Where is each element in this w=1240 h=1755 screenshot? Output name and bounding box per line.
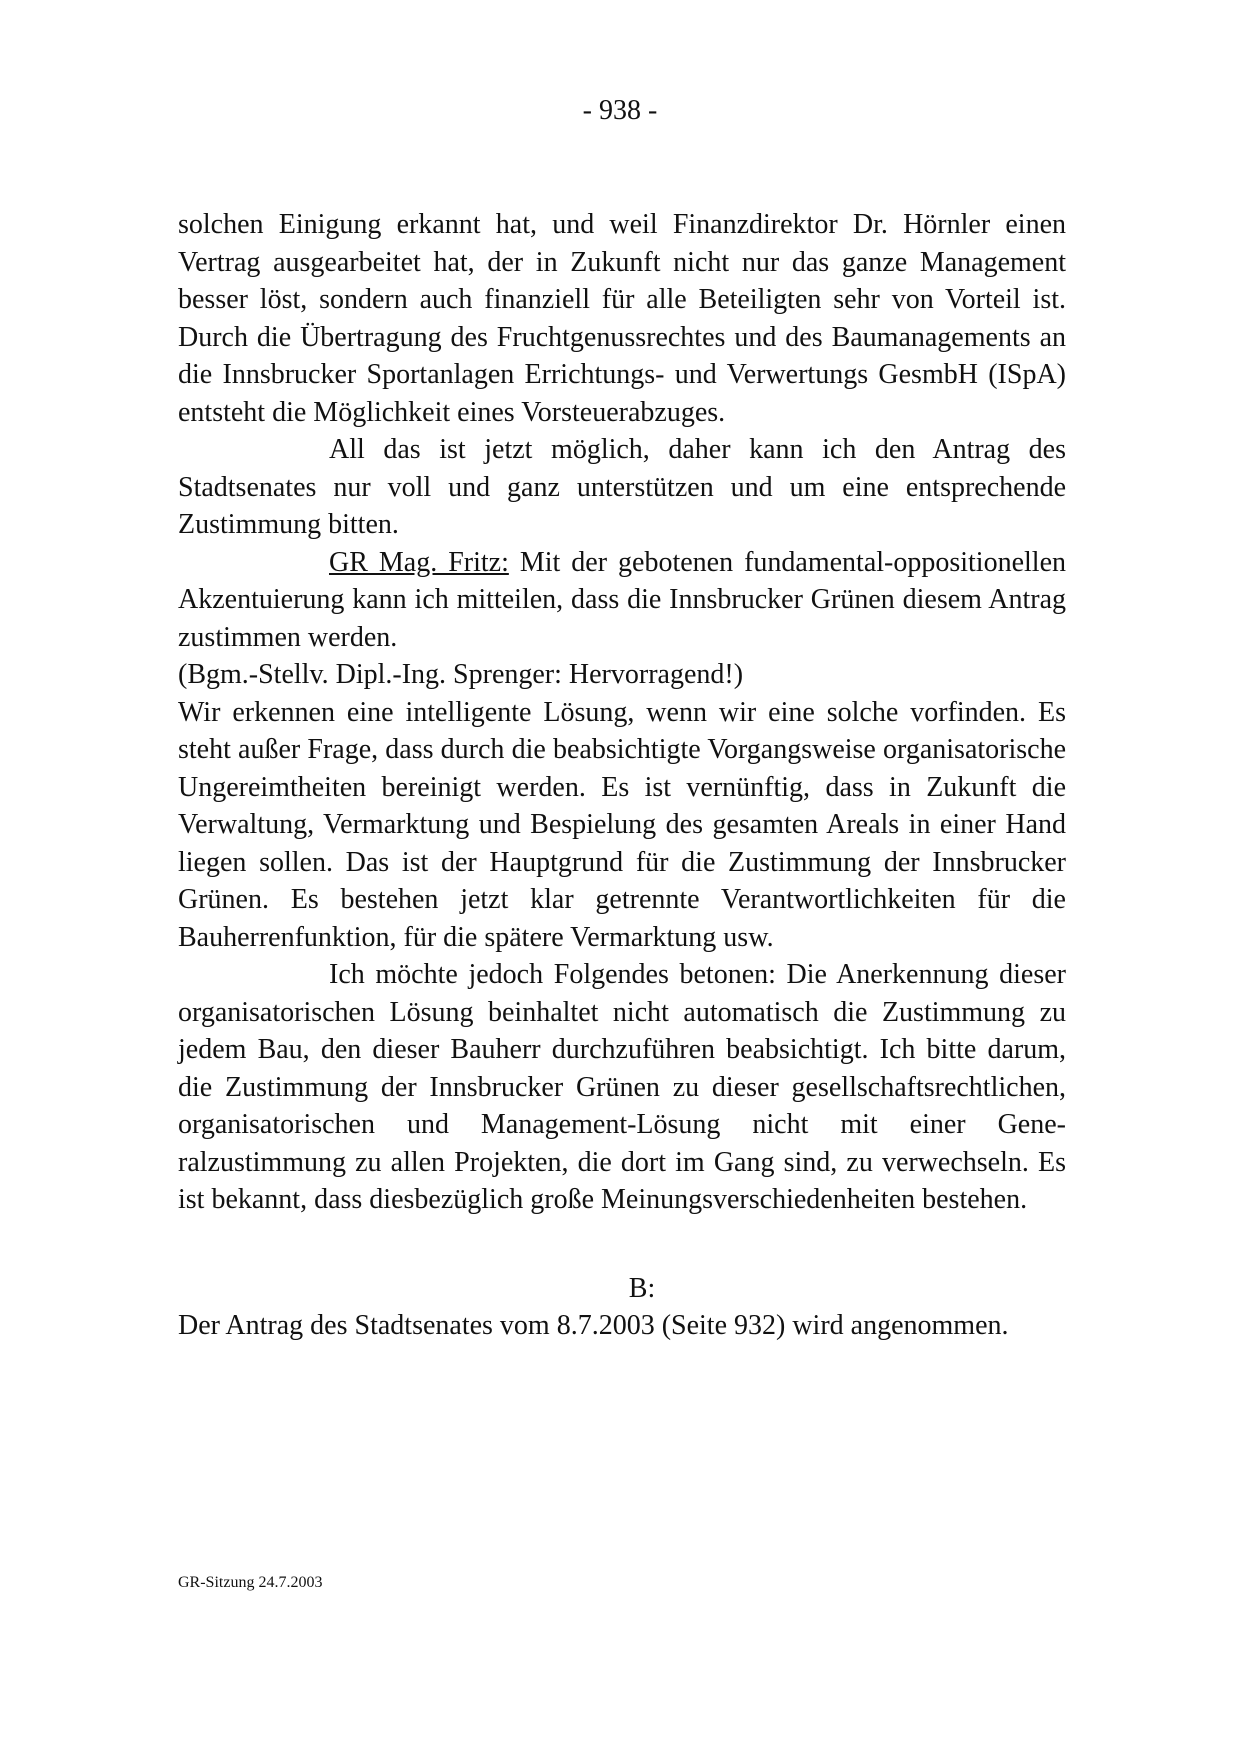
paragraph-5: Wir erkennen eine intelligente Lösung, wenn wir eine solche vorfinden. Es steht außer Frage, dass durch die beabsichtigte Vorgangsweise organisatorische Ungereimtheiten bereinigt werden. Es ist vernünftig, dass in Zukunft die Verwaltung, Vermarktung und Bespielung des gesamten Areals in einer Hand liegen sollen. Das ist der Hauptgrund für die Zustimmung der Innsbrucker Grünen. Es bestehen jetzt klar getrennte Verantwortlichkeiten für die Bauherrenfunktion, für die spätere Vermarktung usw. bbox=[178, 696, 1066, 953]
footer-session-date: GR-Sitzung 24.7.2003 bbox=[178, 1574, 323, 1591]
interjection: (Bgm.-Stellv. Dipl.-Ing. Sprenger: Hervorragend!) bbox=[178, 659, 744, 690]
paragraph-1: solchen Einigung erkannt hat, und weil Finanzdirektor Dr. Hörnler einen Vertrag ausgearbeitet hat, der in Zukunft nicht nur das ganze Management besser löst, sondern auch finanziell für alle Beteiligten sehr von Vorteil ist. Durch die Übertragung des Fruchtgenussrechtes und des Baumanagements an die Innsbrucker Sportanlagen Errichtungs- und Verwertungs GesmbH (ISpA) entsteht die Möglichkeit eines Vorsteuerabzuges. bbox=[178, 209, 1066, 428]
speaker-name: GR Mag. Fritz: bbox=[329, 546, 509, 578]
page-number: - 938 - bbox=[582, 95, 658, 126]
speaker-statement: Mit der gebotenen fundamental-oppositionellen Akzentuierung kann ich mitteilen, dass die Innsbrucker Grünen diesem Antrag zustimmen werden. bbox=[178, 546, 1066, 653]
resolution-text: Der Antrag des Stadtsenates vom 8.7.2003 (Seite 932) wird angenommen. bbox=[178, 1310, 1009, 1341]
section-label: B: bbox=[628, 1272, 656, 1304]
paragraph-3 bbox=[178, 544, 1066, 657]
paragraph-2: All das ist jetzt möglich, daher kann ich den Antrag des Stadtsenates nur voll und ganz unterstützen und um eine entsprechende Zustimmung bitten. bbox=[178, 434, 1066, 540]
paragraph-6: Ich möchte jedoch Folgendes betonen: Die Anerkennung dieser organisatorischen Lösung beinhaltet nicht automatisch die Zustimmung zu jedem Bau, den dieser Bauherr durchzuführen beabsichtigt. Ich bitte darum, die Zustimmung der Innsbrucker Grünen zu dieser gesellschaftsrechtlichen, organisatorischen und Management-Lösung nicht mit einer Generalzustimmung zu allen Projekten, die dort im Gang sind, zu verwechseln. Es ist bekannt, dass diesbezüglich große Meinungsverschiedenheiten bestehen. bbox=[178, 959, 1066, 1215]
document-body bbox=[178, 206, 1066, 1345]
